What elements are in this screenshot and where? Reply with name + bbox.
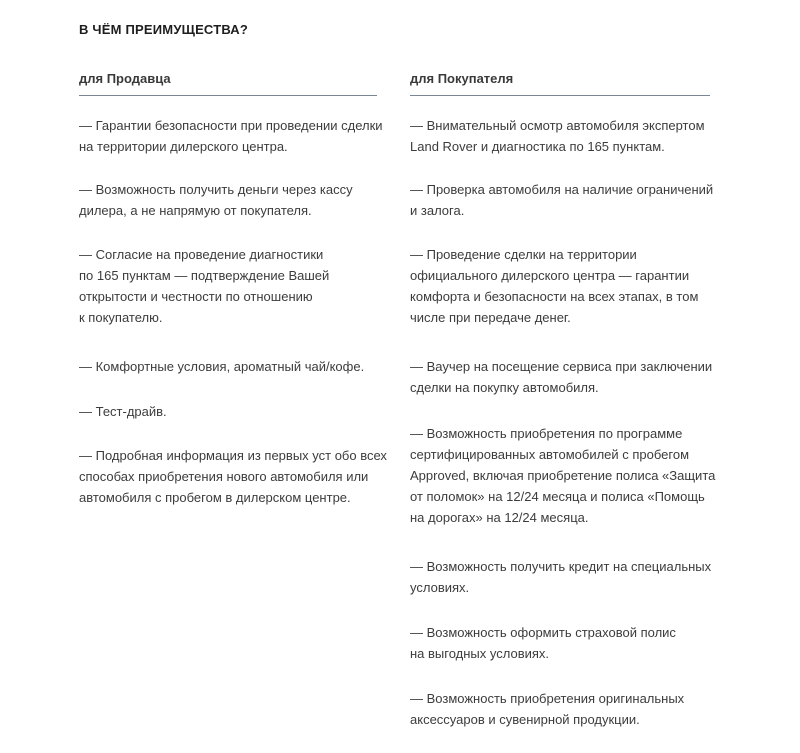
page-title: В ЧЁМ ПРЕИМУЩЕСТВА? [79, 22, 249, 37]
seller-column-header: для Продавца [79, 71, 377, 96]
seller-benefit-item: — Подробная информация из первых уст обо всех способах приобретения нового автомобиля или автомобиля с пробегом в дилерском центре. [79, 448, 387, 505]
buyer-benefit-item: — Проведение сделки на территории официального дилерского центра — гарантии комфорта и безопасности на всех этапах, в том числе при передаче денег. [410, 247, 699, 325]
buyer-benefit-item: — Ваучер на посещение сервиса при заключении сделки на покупку автомобиля. [410, 359, 713, 395]
buyer-benefit-item: — Возможность приобретения по программе сертифицированных автомобилей с пробегом Approved, включая приобретение полиса «Защита от поломок» на 12/24 месяца и полиса «Помощь на дорогах» на 12/24 месяца. [410, 426, 716, 525]
seller-column [79, 71, 387, 505]
buyer-benefit-item: — Проверка автомобиля на наличие ограничений и залога. [410, 182, 714, 218]
seller-benefit-item: — Гарантии безопасности при проведении сделки на территории дилерского центра. [79, 118, 383, 154]
seller-benefit-item: — Комфортные условия, ароматный чай/кофе. [79, 359, 365, 374]
buyer-benefit-item: — Возможность получить кредит на специальных условиях. [410, 559, 712, 595]
buyer-benefit-item: — Возможность приобретения оригинальных аксессуаров и сувенирной продукции. [410, 691, 685, 727]
buyer-column [410, 71, 716, 727]
buyer-column-header: для Покупателя [410, 71, 710, 96]
seller-benefit-item: — Согласие на проведение диагностики по 165 пунктам — подтверждение Вашей открытости и честности по отношению к покупателю. [79, 247, 330, 325]
seller-benefit-item: — Тест-драйв. [79, 404, 167, 419]
buyer-benefit-item: — Внимательный осмотр автомобиля экспертом Land Rover и диагностика по 165 пунктам. [410, 118, 705, 154]
seller-benefit-item: — Возможность получить деньги через кассу дилера, а не напрямую от покупателя. [79, 182, 353, 218]
buyer-benefit-item: — Возможность оформить страховой полис на выгодных условиях. [410, 625, 676, 661]
